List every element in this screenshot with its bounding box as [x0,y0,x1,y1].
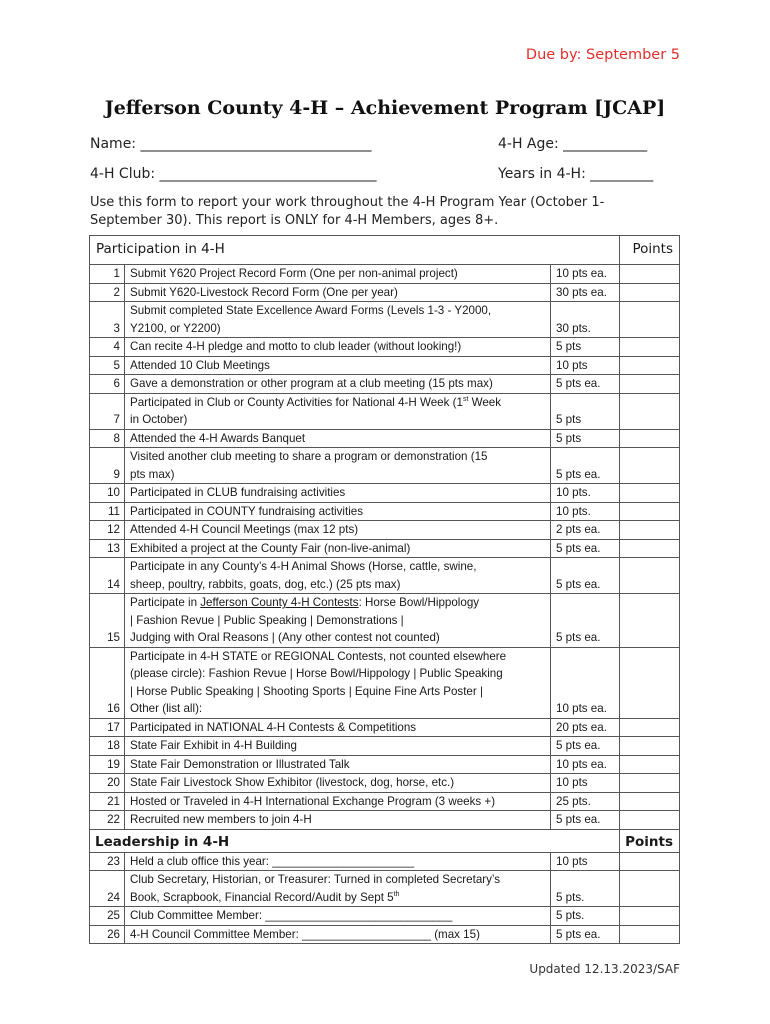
points-entry-cell[interactable] [620,925,680,944]
table-row [90,283,680,302]
item-points: 5 pts ea. [551,375,620,394]
item-number: 15 [90,594,125,648]
item-number: 5 [90,356,125,375]
item-points: 10 pts [551,852,620,871]
item-number: 3 [90,302,125,338]
table-row [90,375,680,394]
item-number: 18 [90,737,125,756]
item-points: 5 pts ea. [551,737,620,756]
item-description: Held a club office this year: ______________________ [125,852,551,871]
points-entry-cell[interactable] [620,356,680,375]
table-row [90,429,680,448]
points-entry-cell[interactable] [620,594,680,648]
item-description: Hosted or Traveled in 4-H International Exchange Program (3 weeks +) [125,792,551,811]
points-entry-cell[interactable] [620,792,680,811]
item-number: 16 [90,647,125,718]
item-description: Participated in Club or County Activities for National 4-H Week (1st Week in October) [125,393,551,429]
age-field[interactable]: 4-H Age: ____________ [498,136,648,152]
table-row [90,737,680,756]
points-entry-cell[interactable] [620,484,680,503]
item-description: Can recite 4-H pledge and motto to club leader (without looking!) [125,338,551,357]
item-points: 5 pts ea. [551,448,620,484]
updated-note: Updated 12.13.2023/SAF [529,962,680,976]
table-row [90,774,680,793]
intro-text [90,194,630,230]
item-number: 21 [90,792,125,811]
item-number: 6 [90,375,125,394]
item-description: Recruited new members to join 4-H [125,811,551,830]
item-points: 5 pts ea. [551,539,620,558]
item-points: 10 pts ea. [551,647,620,718]
item-description: Submit completed State Excellence Award Forms (Levels 1-3 - Y2000, Y2100, or Y2200) [125,302,551,338]
points-entry-cell[interactable] [620,755,680,774]
table-row [90,393,680,429]
item-description: State Fair Livestock Show Exhibitor (livestock, dog, horse, etc.) [125,774,551,793]
item-description: Attended the 4-H Awards Banquet [125,429,551,448]
table-row [90,925,680,944]
table-row [90,811,680,830]
points-entry-cell[interactable] [620,375,680,394]
item-description: Participate in Jefferson County 4-H Contests: Horse Bowl/Hippology | Fashion Revue | Public Speaking | Demonstrations | Judging with Oral Reasons | (Any other contest not counted) [125,594,551,648]
points-entry-cell[interactable] [620,338,680,357]
club-field[interactable]: 4-H Club: _______________________________ [90,166,377,182]
table-row [90,539,680,558]
name-field[interactable]: Name: _________________________________ [90,136,372,152]
item-points: 5 pts. [551,907,620,926]
item-number: 20 [90,774,125,793]
item-number: 7 [90,393,125,429]
item-points: 25 pts. [551,792,620,811]
item-number: 1 [90,265,125,284]
item-description: Exhibited a project at the County Fair (non-live-animal) [125,539,551,558]
points-entry-cell[interactable] [620,647,680,718]
item-points: 10 pts ea. [551,265,620,284]
item-points: 30 pts ea. [551,283,620,302]
points-entry-cell[interactable] [620,558,680,594]
item-number: 24 [90,871,125,907]
item-points: 30 pts. [551,302,620,338]
leadership-heading: Leadership in 4-H [90,829,620,852]
item-number: 14 [90,558,125,594]
table-row [90,852,680,871]
item-description: Club Committee Member: _____________________________ [125,907,551,926]
item-description: Participated in COUNTY fundraising activities [125,502,551,521]
item-points: 5 pts [551,338,620,357]
table-row [90,718,680,737]
item-number: 13 [90,539,125,558]
intro-line-1: Use this form to report your work throughout the 4-H Program Year (October 1- [90,195,605,210]
item-points: 2 pts ea. [551,521,620,540]
item-description: Club Secretary, Historian, or Treasurer: Turned in completed Secretary’s Book, Scrapbook, Financial Record/Audit by Sept 5th [125,871,551,907]
item-points: 5 pts ea. [551,558,620,594]
participation-heading: Participation in 4-H [90,236,620,265]
points-entry-cell[interactable] [620,302,680,338]
points-entry-cell[interactable] [620,774,680,793]
item-number: 11 [90,502,125,521]
points-entry-cell[interactable] [620,718,680,737]
item-points: 5 pts. [551,871,620,907]
item-description: Visited another club meeting to share a program or demonstration (15 pts max) [125,448,551,484]
item-description: Attended 4-H Council Meetings (max 12 pts) [125,521,551,540]
item-description: Submit Y620-Livestock Record Form (One per year) [125,283,551,302]
item-points: 5 pts [551,429,620,448]
page-title: Jefferson County 4-H – Achievement Program [JCAP] [104,97,666,119]
due-date: Due by: September 5 [525,47,680,63]
item-number: 22 [90,811,125,830]
points-entry-cell[interactable] [620,265,680,284]
achievement-table [89,235,680,944]
item-description: State Fair Exhibit in 4-H Building [125,737,551,756]
table-row [90,558,680,594]
points-entry-cell[interactable] [620,502,680,521]
points-entry-cell[interactable] [620,521,680,540]
item-description: Gave a demonstration or other program at a club meeting (15 pts max) [125,375,551,394]
table-row [90,338,680,357]
item-number: 17 [90,718,125,737]
item-description: 4-H Council Committee Member: ____________________ (max 15) [125,925,551,944]
table-row [90,755,680,774]
item-description: Participated in NATIONAL 4-H Contests & Competitions [125,718,551,737]
item-points: 20 pts ea. [551,718,620,737]
table-row [90,502,680,521]
item-points: 5 pts ea. [551,594,620,648]
points-entry-cell[interactable] [620,907,680,926]
item-number: 10 [90,484,125,503]
item-description: Participate in 4-H STATE or REGIONAL Contests, not counted elsewhere (please circle): Fashion Revue | Horse Bowl/Hippology | Public Speaking | Horse Public Speaking | Shooting Sports | Equine Fine Arts Poster | Other (list all): [125,647,551,718]
points-entry-cell[interactable] [620,283,680,302]
points-entry-cell[interactable] [620,539,680,558]
item-number: 8 [90,429,125,448]
item-description: Participated in CLUB fundraising activities [125,484,551,503]
item-points: 5 pts ea. [551,925,620,944]
points-entry-cell[interactable] [620,737,680,756]
item-points: 10 pts [551,774,620,793]
table-row [90,792,680,811]
item-points: 5 pts ea. [551,811,620,830]
item-description: Submit Y620 Project Record Form (One per non-animal project) [125,265,551,284]
points-entry-cell[interactable] [620,448,680,484]
item-number: 25 [90,907,125,926]
item-number: 2 [90,283,125,302]
item-number: 23 [90,852,125,871]
item-description: Attended 10 Club Meetings [125,356,551,375]
table-row [90,265,680,284]
item-points: 10 pts ea. [551,755,620,774]
participation-points-heading: Points [620,236,680,265]
leadership-section-header [90,829,680,852]
item-number: 26 [90,925,125,944]
points-entry-cell[interactable] [620,393,680,429]
table-row [90,302,680,338]
points-entry-cell[interactable] [620,871,680,907]
points-entry-cell[interactable] [620,811,680,830]
table-row [90,356,680,375]
participation-section-header [90,236,680,265]
item-points: 5 pts [551,393,620,429]
item-number: 12 [90,521,125,540]
table-row [90,521,680,540]
table-row [90,647,680,718]
item-number: 4 [90,338,125,357]
item-points: 10 pts [551,356,620,375]
points-entry-cell[interactable] [620,429,680,448]
table-row [90,871,680,907]
intro-line-2: September 30). This report is ONLY for 4-H Members, ages 8+. [90,213,499,228]
table-row [90,594,680,648]
table-row [90,448,680,484]
table-row [90,484,680,503]
item-description: Participate in any County’s 4-H Animal Shows (Horse, cattle, swine, sheep, poultry, rabbits, goats, dog, etc.) (25 pts max) [125,558,551,594]
item-number: 9 [90,448,125,484]
years-field[interactable]: Years in 4-H: _________ [498,166,654,182]
item-number: 19 [90,755,125,774]
item-points: 10 pts. [551,484,620,503]
item-description: State Fair Demonstration or Illustrated Talk [125,755,551,774]
table-row [90,907,680,926]
points-entry-cell[interactable] [620,852,680,871]
leadership-points-heading: Points [620,829,680,852]
item-points: 10 pts. [551,502,620,521]
